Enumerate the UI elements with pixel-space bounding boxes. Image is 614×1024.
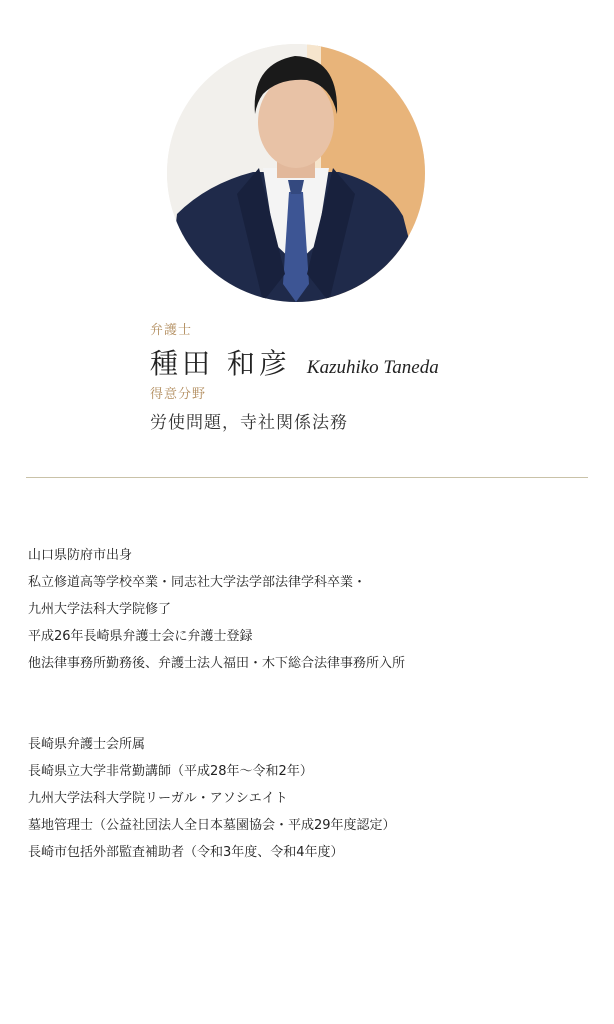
specialty-value: 労使問題，寺社関係法務 bbox=[150, 413, 348, 433]
role-label: 弁護士 bbox=[150, 323, 193, 338]
name-row bbox=[150, 342, 580, 382]
career-list bbox=[28, 542, 598, 677]
career-item: 九州大学法科大学院修了 bbox=[28, 602, 172, 617]
section-divider bbox=[26, 477, 588, 478]
profile-header bbox=[150, 322, 580, 433]
affiliation-item: 長崎県弁護士会所属 bbox=[28, 737, 146, 752]
affiliation-list bbox=[28, 731, 598, 866]
career-item: 平成26年長崎県弁護士会に弁護士登録 bbox=[28, 629, 253, 644]
career-item: 私立修道高等学校卒業・同志社大学法学部法律学科卒業・ bbox=[28, 575, 367, 590]
name-japanese: 種田 和彦 bbox=[150, 347, 291, 380]
affiliation-item: 九州大学法科大学院リーガル・アソシエイト bbox=[28, 791, 288, 806]
biography bbox=[28, 542, 598, 866]
name-english: Kazuhiko Taneda bbox=[306, 357, 439, 378]
career-item: 他法律事務所勤務後、弁護士法人福田・木下総合法律事務所入所 bbox=[28, 656, 406, 671]
affiliation-item: 墓地管理士（公益社団法人全日本墓園協会・平成29年度認定） bbox=[28, 818, 396, 833]
affiliation-item: 長崎市包括外部監査補助者（令和3年度、令和4年度） bbox=[28, 845, 344, 860]
profile-photo bbox=[167, 44, 425, 302]
career-item: 山口県防府市出身 bbox=[28, 548, 133, 563]
affiliation-item: 長崎県立大学非常勤講師（平成28年～令和2年） bbox=[28, 764, 313, 779]
specialty-label: 得意分野 bbox=[150, 387, 207, 402]
section-gap bbox=[28, 677, 598, 731]
